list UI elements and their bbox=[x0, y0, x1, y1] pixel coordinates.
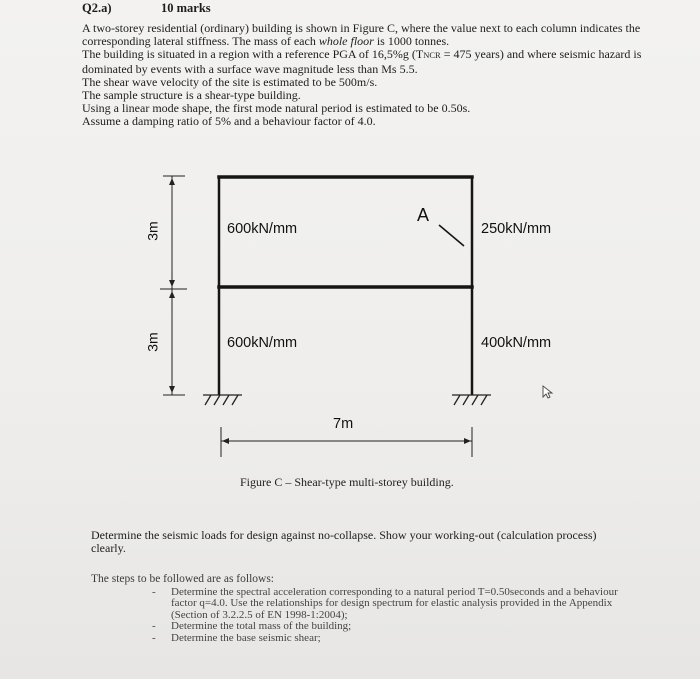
span-label: 7m bbox=[333, 416, 354, 432]
stiffness-right-lower: 400kN/mm bbox=[481, 335, 552, 351]
bullet-dash-icon: - bbox=[152, 620, 156, 633]
steps-title: The steps to be followed are as follows: bbox=[91, 573, 274, 585]
steps-list bbox=[152, 587, 642, 644]
intro-line-6: Assume a damping ratio of 5% and a behaviour factor of 4.0. bbox=[82, 114, 376, 129]
list-item bbox=[152, 633, 642, 644]
determine-text: Determine the seismic loads for design against no-collapse. Show your working-out (calculation process) clearly. bbox=[91, 528, 597, 556]
intro-line-2a: The building is situated in a region with a reference PGA of 16,5%g (T bbox=[82, 47, 424, 62]
height-upper-label: 3m bbox=[144, 221, 161, 241]
intro-line-1-italic: whole floor bbox=[318, 34, 374, 49]
step-text: Determine the spectral acceleration corresponding to a natural period T=0.50seconds and a behaviour factor q=4.0. Use the relationships for design spectrum for elastic analysis provided in the Appendix (Section of 3.2.2.5 of EN 1998-1:2004); bbox=[171, 586, 618, 621]
intro-line-5: Using a linear mode shape, the first mode natural period is estimated to be 0.50s. bbox=[82, 101, 471, 116]
stiffness-left-upper: 600kN/mm bbox=[227, 221, 298, 237]
bullet-dash-icon: - bbox=[152, 631, 156, 644]
step-text: Determine the total mass of the building; bbox=[171, 620, 352, 633]
step-text: Determine the base seismic shear; bbox=[171, 631, 321, 644]
bullet-dash-icon: - bbox=[152, 586, 156, 598]
list-item bbox=[152, 587, 642, 621]
right-support-icon bbox=[452, 395, 491, 405]
intro-line-2b: = 475 years) and where seismic hazard is dominated by events with a surface wave magnitude less than Ms 5.5. bbox=[82, 47, 642, 76]
intro-line-2-subscript: NCR bbox=[423, 50, 441, 61]
intro-line-1b: is 1000 tonnes. bbox=[373, 34, 450, 49]
intro-line-1a: A two-storey residential (ordinary) building is shown in Figure C, where the value next to each column indicates the corresponding lateral stiffness. The mass of each bbox=[82, 21, 641, 49]
height-lower-label: 3m bbox=[144, 332, 161, 352]
point-a-label: A bbox=[417, 205, 430, 225]
question-label: Q2.a) bbox=[82, 1, 112, 15]
stiffness-left-lower: 600kN/mm bbox=[227, 335, 298, 351]
height-dimension bbox=[160, 176, 187, 395]
figure-caption: Figure C – Shear-type multi-storey building. bbox=[240, 475, 454, 489]
left-support-icon bbox=[203, 395, 242, 405]
question-marks: 10 marks bbox=[161, 1, 211, 15]
intro-line-4: The sample structure is a shear-type building. bbox=[82, 88, 301, 103]
stiffness-right-upper: 250kN/mm bbox=[481, 221, 552, 237]
intro-line-3: The shear wave velocity of the site is estimated to be 500m/s. bbox=[82, 74, 378, 89]
mouse-cursor-icon bbox=[543, 386, 552, 398]
point-a-leader bbox=[439, 225, 464, 246]
